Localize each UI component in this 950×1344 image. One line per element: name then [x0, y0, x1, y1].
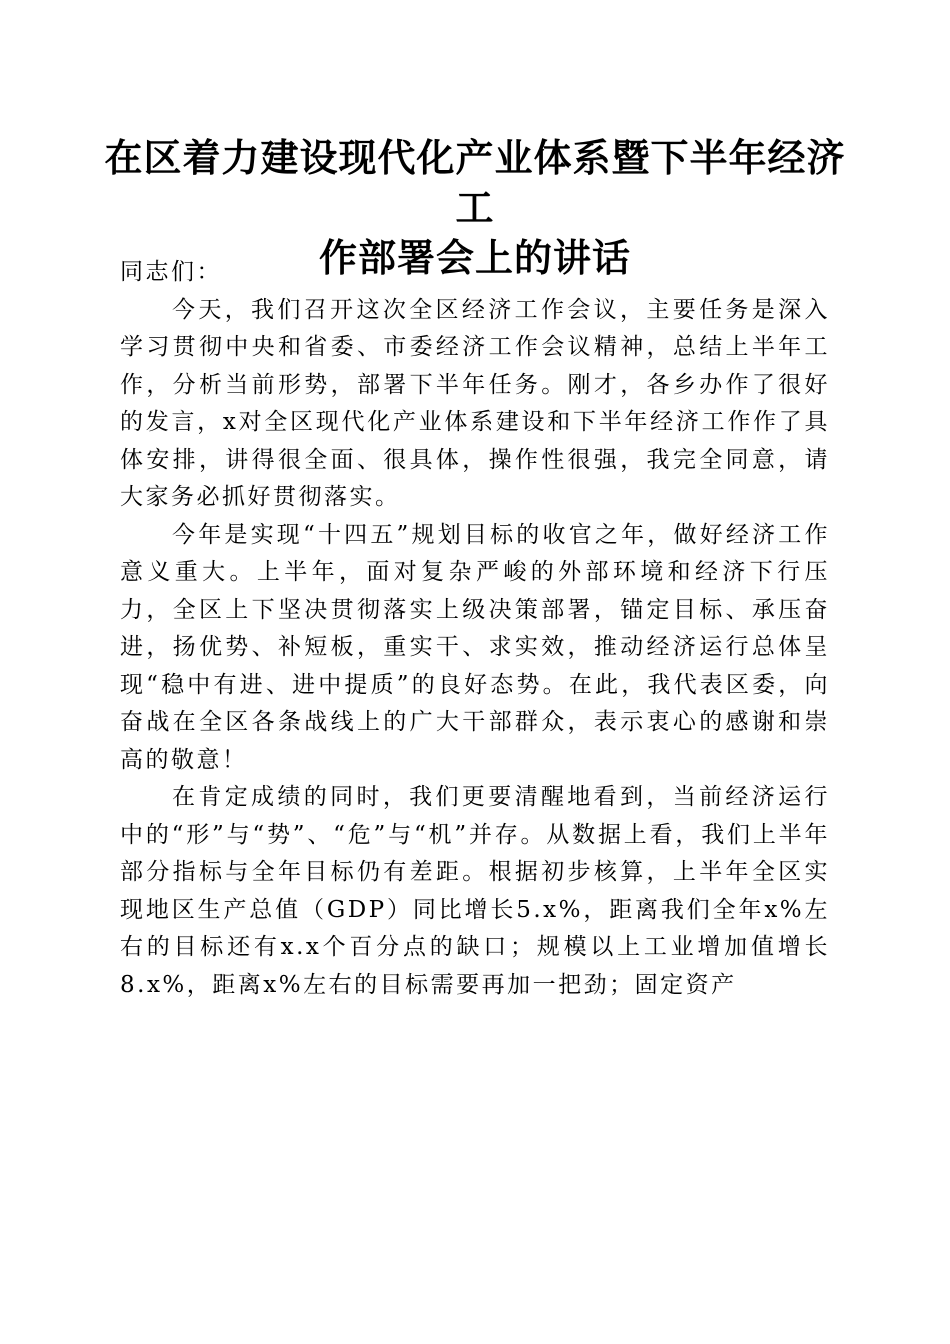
paragraph-challenges: 在肯定成绩的同时，我们更要清醒地看到，当前经济运行中的“形”与“势”、“危”与“机”并存。从数据上看，我们上半年部分指标与全年目标仍有差距。根据初步核算，上半年全区实现地区生产总值（GDP）同比增长5.x%，距离我们全年x%左右的目标还有x.x个百分点的缺口；规模以上工业增加值增长8.x%，距离x%左右的目标需要再加一把劲；固定资产 [120, 784, 830, 998]
title-line-2: 作部署会上的讲话 [318, 235, 631, 280]
paragraph-opening: 今天，我们召开这次全区经济工作会议，主要任务是深入学习贯彻中央和省委、市委经济工作会议精神，总结上半年工作，分析当前形势，部署下半年任务。刚才，各乡办作了很好的发言，x对全区现代化产业体系建设和下半年经济工作作了具体安排，讲得很全面、很具体，操作性很强，我完全同意，请大家务必抓好贯彻落实。 [120, 296, 830, 510]
title-line-1: 在区着力建设现代化产业体系暨下半年经济工 [104, 135, 846, 230]
salutation: 同志们： [120, 259, 222, 285]
paragraph-achievements: 今年是实现“十四五”规划目标的收官之年，做好经济工作意义重大。上半年，面对复杂严峻的外部环境和经济下行压力，全区上下坚决贯彻落实上级决策部署，锚定目标、承压奋进，扬优势、补短板，重实干、求实效，推动经济运行总体呈现“稳中有进、进中提质”的良好态势。在此，我代表区委，向奋战在全区各条战线上的广大干部群众，表示衷心的感谢和崇高的敬意！ [120, 521, 830, 773]
document-body [120, 254, 830, 1004]
